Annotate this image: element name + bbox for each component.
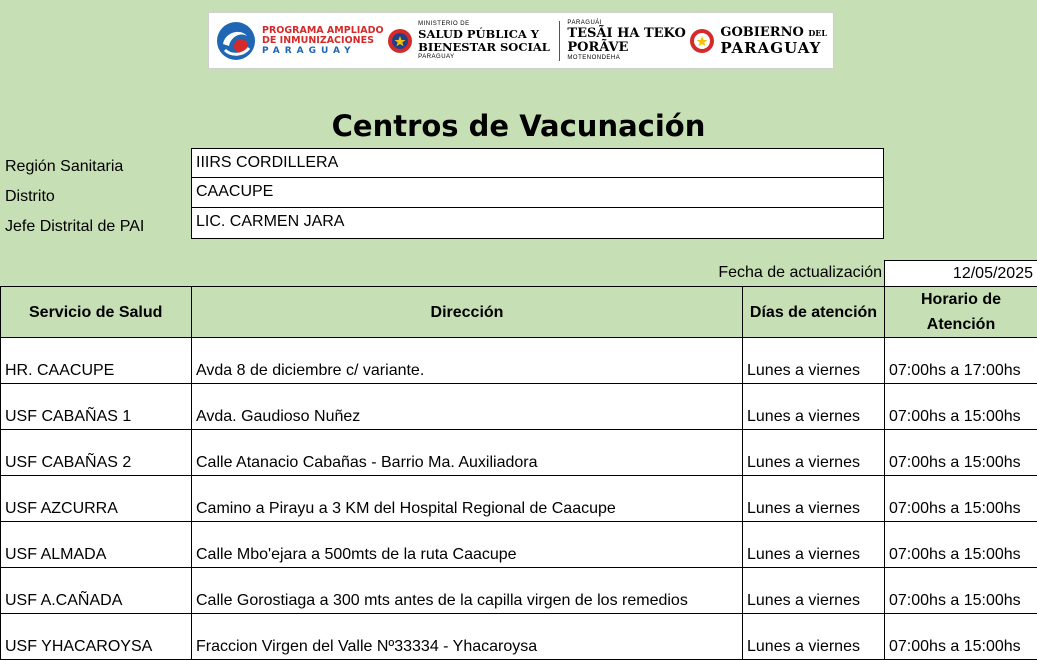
pai-logo-line3: PARAGUAY	[262, 46, 384, 56]
region-label: Región Sanitaria	[5, 152, 123, 182]
table-row	[1, 430, 1037, 476]
gobierno-logo-line2: PARAGUAY	[720, 41, 827, 56]
cell-horario[interactable]: 07:00hs a 15:00hs	[885, 522, 1037, 568]
header-horario	[885, 287, 1037, 338]
table-row	[1, 384, 1037, 430]
pai-logo-line2: DE INMUNIZACIONES	[262, 36, 384, 46]
cell-dias[interactable]: Lunes a viernes	[743, 476, 885, 522]
header-horario-line2: Atención	[927, 316, 995, 333]
header-dias: Días de atención	[743, 287, 885, 338]
paraguay-seal-icon	[387, 28, 413, 54]
cell-horario[interactable]: 07:00hs a 15:00hs	[885, 568, 1037, 614]
cell-horario[interactable]: 07:00hs a 15:00hs	[885, 430, 1037, 476]
distrito-value[interactable]: CAACUPE	[191, 178, 884, 208]
gobierno-logo	[689, 25, 827, 56]
centros-table	[0, 286, 1037, 660]
cell-dias[interactable]: Lunes a viernes	[743, 522, 885, 568]
cell-dias[interactable]: Lunes a viernes	[743, 384, 885, 430]
msp-logo-line1: SALUD PÚBLICA Y	[418, 28, 550, 41]
pai-swirl-icon	[215, 20, 257, 62]
cell-servicio[interactable]: HR. CAACUPE	[1, 338, 192, 384]
cell-direccion[interactable]: Calle Gorostiaga a 300 mts antes de la capilla virgen de los remedios	[192, 568, 743, 614]
cell-direccion[interactable]: Avda 8 de diciembre c/ variante.	[192, 338, 743, 384]
gobierno-logo-del: DEL	[808, 28, 827, 38]
table-row	[1, 522, 1037, 568]
cell-servicio[interactable]: USF ALMADA	[1, 522, 192, 568]
msp-logo-bottom: PARAGUAY	[418, 54, 550, 61]
cell-direccion[interactable]: Calle Mbo'ejara a 500mts de la ruta Caacupe	[192, 522, 743, 568]
pai-logo-line1: PROGRAMA AMPLIADO	[262, 26, 384, 36]
teko-logo	[567, 20, 685, 62]
table-row	[1, 338, 1037, 384]
cell-direccion[interactable]: Fraccion Virgen del Valle Nº33334 - Yhacaroysa	[192, 614, 743, 660]
header-servicio: Servicio de Salud	[1, 287, 192, 338]
gobierno-logo-line1: GOBIERNO DEL	[720, 25, 827, 41]
logo-divider	[559, 21, 560, 61]
msp-logo-line2: BIENESTAR SOCIAL	[418, 41, 550, 54]
jefe-value[interactable]: LIC. CARMEN JARA	[191, 208, 884, 239]
page-title: Centros de Vacunación	[0, 106, 1037, 146]
cell-horario[interactable]: 07:00hs a 15:00hs	[885, 384, 1037, 430]
teko-logo-bottom: MOTENONDEHA	[567, 55, 685, 62]
cell-dias[interactable]: Lunes a viernes	[743, 568, 885, 614]
cell-direccion[interactable]: Camino a Pirayu a 3 KM del Hospital Regional de Caacupe	[192, 476, 743, 522]
cell-servicio[interactable]: USF CABAÑAS 2	[1, 430, 192, 476]
cell-servicio[interactable]: USF A.CAÑADA	[1, 568, 192, 614]
msp-logo-top: MINISTERIO DE	[418, 21, 550, 28]
cell-dias[interactable]: Lunes a viernes	[743, 430, 885, 476]
cell-horario[interactable]: 07:00hs a 15:00hs	[885, 614, 1037, 660]
msp-logo	[387, 21, 564, 61]
table-header-row	[1, 287, 1037, 338]
gobierno-seal-icon	[689, 28, 715, 54]
cell-dias[interactable]: Lunes a viernes	[743, 614, 885, 660]
teko-logo-line1: TESÃI HA TEKO	[567, 27, 685, 41]
cell-servicio[interactable]: USF CABAÑAS 1	[1, 384, 192, 430]
cell-servicio[interactable]: USF AZCURRA	[1, 476, 192, 522]
cell-horario[interactable]: 07:00hs a 17:00hs	[885, 338, 1037, 384]
cell-dias[interactable]: Lunes a viernes	[743, 338, 885, 384]
region-value[interactable]: IIIRS CORDILLERA	[191, 148, 884, 178]
cell-direccion[interactable]: Avda. Gaudioso Nuñez	[192, 384, 743, 430]
table-row	[1, 568, 1037, 614]
cell-servicio[interactable]: USF YHACAROYSA	[1, 614, 192, 660]
teko-logo-top: PARAGUÁI	[567, 20, 685, 27]
fecha-label: Fecha de actualización	[640, 260, 882, 286]
table-row	[1, 476, 1037, 522]
cell-direccion[interactable]: Calle Atanacio Cabañas - Barrio Ma. Auxiliadora	[192, 430, 743, 476]
jefe-label: Jefe Distrital de PAI	[5, 212, 144, 242]
header-direccion: Dirección	[192, 287, 743, 338]
pai-logo	[215, 20, 384, 62]
cell-horario[interactable]: 07:00hs a 15:00hs	[885, 476, 1037, 522]
distrito-label: Distrito	[5, 182, 55, 212]
fecha-value[interactable]: 12/05/2025	[884, 260, 1037, 286]
logo-banner	[208, 12, 834, 69]
teko-logo-line2: PORÃVE	[567, 41, 685, 55]
header-horario-line1: Horario de	[921, 291, 1001, 308]
